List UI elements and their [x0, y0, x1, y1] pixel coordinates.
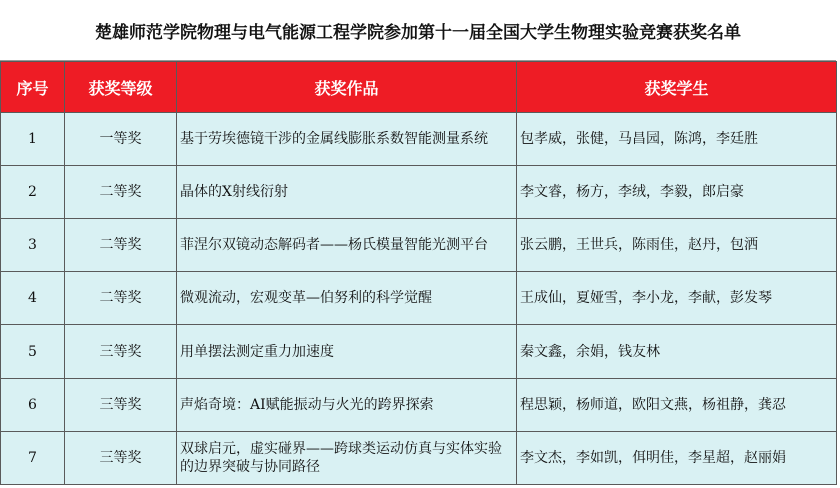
cell-no: 2: [1, 166, 65, 219]
header-level: 获奖等级: [65, 62, 177, 113]
cell-level: 二等奖: [65, 219, 177, 272]
table-row: [1, 379, 837, 432]
cell-work: 微观流动，宏观变革—伯努利的科学觉醒: [177, 272, 517, 325]
cell-level: 三等奖: [65, 325, 177, 379]
table-row: [1, 272, 837, 325]
cell-students: 秦文鑫，余娟，钱友林: [517, 325, 837, 379]
table-row: [1, 113, 837, 166]
cell-work: 声焰奇境：AI赋能振动与火光的跨界探索: [177, 379, 517, 432]
award-table: [0, 61, 837, 485]
header-no: 序号: [1, 62, 65, 113]
table-row: [1, 219, 837, 272]
cell-students: 张云鹏，王世兵，陈雨佳，赵丹，包洒: [517, 219, 837, 272]
cell-level: 二等奖: [65, 272, 177, 325]
cell-work: 菲涅尔双镜动态解码者——杨氏模量智能光测平台: [177, 219, 517, 272]
header-work: 获奖作品: [177, 62, 517, 113]
cell-work: 双球启元，虚实碰界——跨球类运动仿真与实体实验的边界突破与协同路径: [177, 432, 517, 485]
cell-no: 1: [1, 113, 65, 166]
cell-level: 三等奖: [65, 379, 177, 432]
page-title: 楚雄师范学院物理与电气能源工程学院参加第十一届全国大学生物理实验竞赛获奖名单: [0, 0, 836, 61]
table-row: [1, 432, 837, 485]
cell-no: 4: [1, 272, 65, 325]
cell-no: 7: [1, 432, 65, 485]
cell-no: 3: [1, 219, 65, 272]
cell-no: 5: [1, 325, 65, 379]
table-row: [1, 325, 837, 379]
cell-students: 包孝威，张健，马昌园，陈鸿，李廷胜: [517, 113, 837, 166]
cell-level: 二等奖: [65, 166, 177, 219]
table-row: [1, 166, 837, 219]
cell-work: 基于劳埃德镜干涉的金属线膨胀系数智能测量系统: [177, 113, 517, 166]
table-header-row: [1, 62, 837, 113]
cell-students: 李文睿，杨方，李绒，李毅，郎启豪: [517, 166, 837, 219]
cell-level: 三等奖: [65, 432, 177, 485]
cell-level: 一等奖: [65, 113, 177, 166]
cell-no: 6: [1, 379, 65, 432]
header-students: 获奖学生: [517, 62, 837, 113]
cell-students: 王成仙，夏娅雪，李小龙，李献，彭发琴: [517, 272, 837, 325]
cell-students: 程思颖，杨师道，欧阳文燕，杨祖静，龚忍: [517, 379, 837, 432]
cell-students: 李文杰，李如凯，佴明佳，李星超，赵丽娟: [517, 432, 837, 485]
cell-work: 晶体的X射线衍射: [177, 166, 517, 219]
cell-work: 用单摆法测定重力加速度: [177, 325, 517, 379]
